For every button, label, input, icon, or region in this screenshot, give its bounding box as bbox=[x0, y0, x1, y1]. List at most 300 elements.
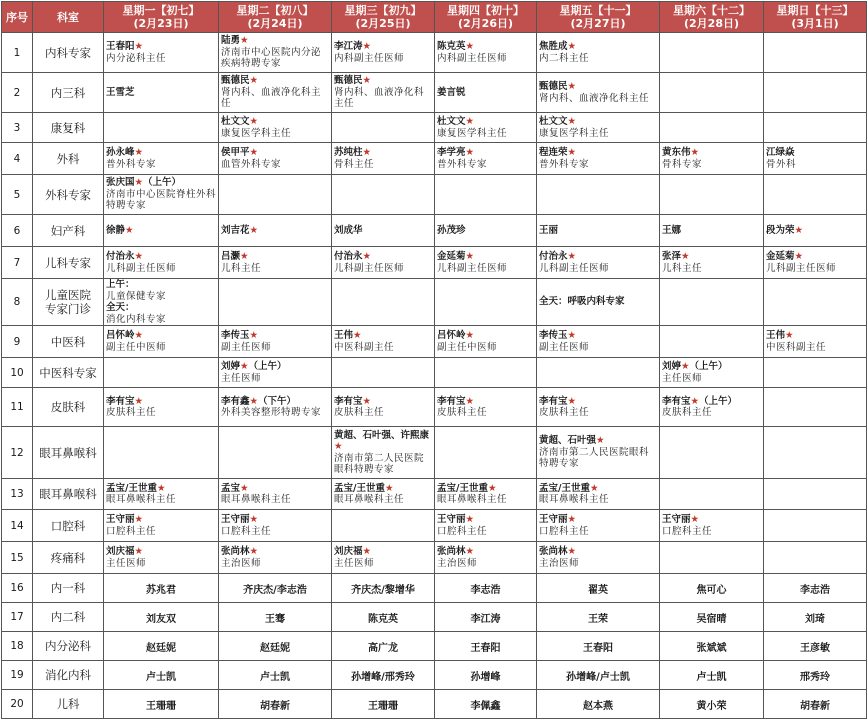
doctor-title: 血管外科专家 bbox=[221, 158, 282, 170]
expert-star-icon: ★ bbox=[134, 395, 144, 407]
doctor-name: 刘庆福 bbox=[334, 546, 363, 557]
schedule-cell: 赵廷妮 bbox=[219, 632, 332, 661]
department-name: 消化内科 bbox=[45, 668, 91, 682]
header-date: (2月27日) bbox=[570, 17, 626, 30]
expert-star-icon: ★ bbox=[690, 514, 700, 525]
schedule-cell bbox=[660, 175, 764, 215]
schedule-cell bbox=[435, 143, 537, 175]
doctor-line bbox=[334, 483, 432, 495]
doctor-title: 普外科专家 bbox=[437, 158, 488, 170]
schedule-cell bbox=[219, 33, 332, 73]
expert-star-icon: ★ bbox=[681, 251, 690, 262]
table-row bbox=[2, 479, 867, 510]
schedule-cell: 王彦敏 bbox=[764, 632, 867, 661]
header-label: 星期日【十三】 bbox=[776, 4, 854, 17]
schedule-cell bbox=[435, 542, 537, 574]
schedule-cell bbox=[219, 388, 332, 427]
doctor-name: 刘成华 bbox=[334, 224, 363, 236]
doctor-name: 王春阳 bbox=[106, 41, 135, 52]
doctor-name: 张尚林 bbox=[221, 546, 250, 557]
doctor-line bbox=[539, 116, 657, 128]
schedule-cell bbox=[537, 542, 660, 574]
schedule-table bbox=[1, 1, 867, 719]
doctor-title: 肾内科、血液净化科主任 bbox=[221, 86, 322, 110]
doctor-title: 肾内科、血液净化科主任 bbox=[334, 86, 425, 110]
schedule-cell: 卢士凯 bbox=[104, 661, 219, 690]
doctor-title: 消化内科专家 bbox=[106, 313, 167, 325]
doctor-line bbox=[106, 87, 216, 99]
doctor-line bbox=[766, 251, 864, 263]
schedule-cell bbox=[764, 175, 867, 215]
row-number: 20 bbox=[2, 690, 33, 719]
schedule-cell bbox=[660, 510, 764, 542]
table-row bbox=[2, 603, 867, 632]
department-name: 内科专家 bbox=[45, 45, 91, 60]
doctor-line bbox=[221, 75, 329, 87]
schedule-cell bbox=[764, 427, 867, 479]
row-number: 2 bbox=[2, 73, 33, 113]
doctor-line bbox=[221, 147, 329, 159]
schedule-cell bbox=[660, 33, 764, 73]
department-name: 内三科 bbox=[50, 85, 86, 100]
schedule-cell: 赵本燕 bbox=[537, 690, 660, 719]
doctor-line bbox=[766, 225, 864, 237]
schedule-cell bbox=[332, 279, 435, 326]
expert-star-icon: ★ bbox=[362, 147, 372, 158]
doctor-line bbox=[334, 330, 432, 342]
doctor-line bbox=[539, 514, 657, 526]
doctor-name: 李有宝 bbox=[437, 395, 466, 407]
table-row bbox=[2, 358, 867, 388]
department-cell bbox=[33, 143, 104, 175]
schedule-cell: 孙增峰/卢士凯 bbox=[537, 661, 660, 690]
expert-star-icon: ★ bbox=[362, 75, 372, 87]
schedule-cell bbox=[764, 510, 867, 542]
row-number: 11 bbox=[2, 388, 33, 427]
schedule-cell bbox=[435, 358, 537, 388]
schedule-cell bbox=[435, 175, 537, 215]
schedule-cell bbox=[537, 358, 660, 388]
doctor-note: （上午） bbox=[699, 395, 738, 407]
doctor-line bbox=[106, 279, 216, 291]
schedule-cell: 焦可心 bbox=[660, 574, 764, 603]
expert-star-icon: ★ bbox=[596, 435, 605, 447]
table-row bbox=[2, 661, 867, 690]
expert-star-icon: ★ bbox=[240, 482, 249, 494]
expert-star-icon: ★ bbox=[465, 514, 475, 525]
department-cell bbox=[33, 388, 104, 427]
header-label: 星期六【十二】 bbox=[673, 4, 750, 17]
doctor-name: 孙永峰 bbox=[106, 147, 135, 158]
doctor-name: 孟宝/王世重 bbox=[437, 482, 488, 494]
header-date: (2月28日) bbox=[683, 17, 740, 30]
schedule-cell: 苏兆君 bbox=[104, 574, 219, 603]
doctor-title: 儿童保健专家 bbox=[106, 290, 167, 302]
table-row bbox=[2, 388, 867, 427]
expert-star-icon: ★ bbox=[240, 361, 249, 372]
doctor-name: 王雪芝 bbox=[106, 86, 135, 98]
department-name: 儿科 bbox=[56, 697, 80, 711]
table-row bbox=[2, 542, 867, 574]
table-row bbox=[2, 215, 867, 247]
expert-star-icon: ★ bbox=[567, 330, 577, 341]
schedule-cell bbox=[435, 73, 537, 113]
schedule-cell bbox=[104, 510, 219, 542]
doctor-title: 口腔科主任 bbox=[221, 525, 272, 537]
schedule-cell bbox=[332, 326, 435, 358]
department-cell bbox=[33, 632, 104, 661]
doctor-name: 王守丽 bbox=[106, 514, 135, 525]
doctor-name: 金延菊 bbox=[766, 251, 795, 262]
expert-star-icon: ★ bbox=[334, 441, 343, 452]
schedule-cell: 刘友双 bbox=[104, 603, 219, 632]
row-number: 9 bbox=[2, 326, 33, 358]
doctor-name: 刘婷 bbox=[662, 361, 682, 372]
doctor-name: 付治永 bbox=[106, 251, 135, 262]
expert-star-icon: ★ bbox=[249, 116, 259, 127]
doctor-line bbox=[539, 41, 657, 53]
doctor-name: 李传玉 bbox=[221, 330, 250, 341]
doctor-line bbox=[221, 330, 329, 342]
schedule-cell bbox=[332, 73, 435, 113]
schedule-cell bbox=[537, 143, 660, 175]
doctor-name: 李有宝 bbox=[539, 395, 568, 407]
row-number: 13 bbox=[2, 479, 33, 510]
doctor-name: 苏纯柱 bbox=[334, 147, 363, 158]
row-number: 18 bbox=[2, 632, 33, 661]
row-number: 7 bbox=[2, 247, 33, 279]
schedule-cell bbox=[332, 175, 435, 215]
doctor-name: 杜文文 bbox=[539, 116, 568, 127]
schedule-cell: 卢士凯 bbox=[219, 661, 332, 690]
doctor-name: 甄德民 bbox=[539, 81, 568, 92]
header-cell bbox=[435, 2, 537, 33]
row-number: 14 bbox=[2, 510, 33, 542]
doctor-title: 康复医学科主任 bbox=[221, 127, 292, 139]
department-name: 外科专家 bbox=[45, 187, 91, 202]
doctor-title: 眼耳鼻喉科主任 bbox=[437, 494, 508, 505]
schedule-cell bbox=[537, 326, 660, 358]
expert-star-icon: ★ bbox=[134, 514, 144, 525]
schedule-cell bbox=[435, 215, 537, 247]
schedule-cell bbox=[660, 479, 764, 510]
doctor-title: 济南市第二人民医院眼科特聘专家 bbox=[539, 446, 650, 470]
schedule-cell bbox=[764, 388, 867, 427]
doctor-name: 陈克英 bbox=[437, 41, 466, 52]
department-cell bbox=[33, 175, 104, 215]
doctor-name: 黄超、石叶强 bbox=[539, 435, 597, 447]
department-cell bbox=[33, 427, 104, 479]
doctor-title: 主治医师 bbox=[539, 557, 580, 569]
table-row bbox=[2, 33, 867, 73]
doctor-line bbox=[437, 225, 534, 237]
doctor-line bbox=[334, 430, 432, 453]
doctor-title: 康复医学科主任 bbox=[437, 127, 508, 139]
expert-star-icon: ★ bbox=[465, 395, 475, 407]
schedule-cell bbox=[104, 427, 219, 479]
schedule-cell bbox=[435, 33, 537, 73]
department-name: 外科 bbox=[56, 151, 80, 166]
doctor-name: 孟宝/王世重 bbox=[334, 482, 385, 494]
expert-star-icon: ★ bbox=[567, 116, 577, 127]
schedule-cell: 齐庆杰/黎增华 bbox=[332, 574, 435, 603]
expert-star-icon: ★ bbox=[249, 514, 259, 525]
row-number: 10 bbox=[2, 358, 33, 388]
doctor-line bbox=[106, 251, 216, 263]
doctor-line bbox=[106, 514, 216, 526]
doctor-title: 内分泌科主任 bbox=[106, 52, 167, 64]
doctor-title: 中医科副主任 bbox=[334, 341, 395, 353]
schedule-cell bbox=[332, 247, 435, 279]
schedule-cell bbox=[764, 279, 867, 326]
doctor-title: 内二科主任 bbox=[539, 52, 590, 64]
doctor-name: 全天： bbox=[106, 302, 135, 313]
expert-star-icon: ★ bbox=[567, 147, 577, 158]
doctor-line bbox=[539, 296, 657, 308]
schedule-cell bbox=[435, 326, 537, 358]
schedule-cell bbox=[660, 358, 764, 388]
doctor-title: 儿科主任 bbox=[221, 262, 262, 274]
doctor-title: 皮肤科主任 bbox=[662, 407, 713, 418]
doctor-title: 儿科副主任医师 bbox=[437, 262, 508, 274]
schedule-cell bbox=[764, 33, 867, 73]
doctor-name: 黄超、石叶强、许熙康 bbox=[334, 429, 430, 441]
schedule-cell: 孙增峰 bbox=[435, 661, 537, 690]
expert-star-icon: ★ bbox=[134, 330, 144, 341]
department-cell bbox=[33, 542, 104, 574]
doctor-line bbox=[662, 225, 761, 237]
doctor-line bbox=[766, 147, 864, 159]
doctor-title: 主治医师 bbox=[437, 557, 478, 569]
row-number: 6 bbox=[2, 215, 33, 247]
doctor-title: 主治医师 bbox=[221, 557, 262, 569]
doctor-name: 王守丽 bbox=[539, 514, 568, 525]
department-name: 皮肤科 bbox=[50, 400, 86, 414]
expert-star-icon: ★ bbox=[249, 147, 259, 158]
doctor-line bbox=[221, 251, 329, 263]
doctor-title: 中医科副主任 bbox=[766, 341, 827, 353]
doctor-line bbox=[334, 41, 432, 53]
doctor-line bbox=[437, 87, 534, 99]
schedule-cell bbox=[104, 279, 219, 326]
doctor-name: 陆勇 bbox=[221, 35, 241, 47]
schedule-cell bbox=[332, 33, 435, 73]
header-cell bbox=[332, 2, 435, 33]
schedule-cell bbox=[332, 479, 435, 510]
schedule-cell bbox=[219, 510, 332, 542]
doctor-line bbox=[334, 546, 432, 558]
doctor-title: 儿科副主任医师 bbox=[766, 262, 837, 274]
expert-star-icon: ★ bbox=[240, 35, 249, 47]
expert-star-icon: ★ bbox=[785, 330, 794, 341]
expert-star-icon: ★ bbox=[567, 514, 577, 525]
doctor-name: 王丽 bbox=[539, 224, 559, 236]
expert-star-icon: ★ bbox=[567, 41, 577, 52]
doctor-name: 王伟 bbox=[766, 330, 786, 341]
schedule-cell bbox=[435, 247, 537, 279]
doctor-note: （上午） bbox=[689, 361, 728, 372]
header-label: 星期二【初八】 bbox=[236, 4, 314, 17]
doctor-name: 李有宝 bbox=[334, 395, 363, 407]
schedule-cell: 刘琦 bbox=[764, 603, 867, 632]
doctor-name: 王伟 bbox=[334, 330, 354, 341]
expert-star-icon: ★ bbox=[249, 224, 259, 236]
doctor-line bbox=[221, 514, 329, 526]
doctor-title: 儿科主任 bbox=[662, 262, 703, 274]
header-label: 星期一【初七】 bbox=[122, 4, 200, 17]
table-row bbox=[2, 143, 867, 175]
expert-star-icon: ★ bbox=[465, 251, 475, 262]
schedule-cell bbox=[104, 358, 219, 388]
doctor-note: （下午） bbox=[258, 395, 297, 407]
doctor-line bbox=[539, 251, 657, 263]
expert-star-icon: ★ bbox=[134, 546, 144, 557]
doctor-line bbox=[106, 225, 216, 237]
doctor-title: 眼耳鼻喉科主任 bbox=[221, 494, 292, 505]
doctor-title: 儿科副主任医师 bbox=[334, 262, 405, 274]
department-cell bbox=[33, 479, 104, 510]
department-name: 内一科 bbox=[50, 581, 86, 595]
schedule-cell bbox=[435, 279, 537, 326]
doctor-title: 皮肤科主任 bbox=[334, 407, 385, 418]
schedule-cell bbox=[660, 73, 764, 113]
doctor-name: 孟宝/王世重 bbox=[539, 482, 590, 494]
doctor-line bbox=[437, 147, 534, 159]
schedule-cell bbox=[332, 510, 435, 542]
schedule-cell: 翟英 bbox=[537, 574, 660, 603]
doctor-name: 段为荣 bbox=[766, 224, 795, 236]
doctor-name: 刘婷 bbox=[221, 361, 241, 372]
doctor-name: 甄德民 bbox=[221, 75, 250, 87]
expert-star-icon: ★ bbox=[794, 251, 804, 262]
schedule-cell bbox=[660, 143, 764, 175]
doctor-name: 上午： bbox=[106, 279, 135, 290]
department-cell bbox=[33, 279, 104, 326]
schedule-cell bbox=[660, 542, 764, 574]
header-cell bbox=[764, 2, 867, 33]
doctor-line bbox=[766, 330, 864, 342]
department-name: 中医科专家 bbox=[39, 365, 97, 380]
header-cell bbox=[33, 2, 104, 33]
schedule-cell: 李志浩 bbox=[435, 574, 537, 603]
doctor-name: 张尚林 bbox=[539, 546, 568, 557]
schedule-cell bbox=[764, 215, 867, 247]
doctor-name: 吕灏 bbox=[221, 251, 241, 262]
row-number: 19 bbox=[2, 661, 33, 690]
doctor-name: 吕怀岭 bbox=[106, 330, 135, 341]
doctor-title: 副主任医师 bbox=[221, 341, 272, 353]
expert-star-icon: ★ bbox=[249, 546, 259, 557]
expert-star-icon: ★ bbox=[353, 330, 362, 341]
doctor-title: 口腔科主任 bbox=[662, 525, 713, 537]
department-name: 口腔科 bbox=[50, 518, 86, 533]
schedule-cell bbox=[219, 113, 332, 143]
doctor-name: 张泽 bbox=[662, 251, 682, 262]
doctor-line bbox=[106, 41, 216, 53]
doctor-note: 呼吸内科专家 bbox=[567, 296, 625, 308]
schedule-cell: 王珊珊 bbox=[104, 690, 219, 719]
expert-star-icon: ★ bbox=[465, 147, 475, 158]
expert-star-icon: ★ bbox=[794, 224, 804, 236]
expert-star-icon: ★ bbox=[690, 147, 700, 158]
doctor-name: 程连荣 bbox=[539, 147, 568, 158]
doctor-line bbox=[437, 514, 534, 526]
department-name: 康复科 bbox=[50, 120, 86, 135]
schedule-cell bbox=[104, 215, 219, 247]
doctor-line bbox=[221, 35, 329, 47]
header-date: (2月24日) bbox=[247, 17, 303, 30]
doctor-line bbox=[539, 225, 657, 237]
department-cell bbox=[33, 358, 104, 388]
table-row bbox=[2, 113, 867, 143]
schedule-cell bbox=[332, 143, 435, 175]
table-row bbox=[2, 690, 867, 719]
schedule-cell: 胡春新 bbox=[764, 690, 867, 719]
department-name: 疼痛科 bbox=[50, 550, 86, 565]
schedule-cell: 李江涛 bbox=[435, 603, 537, 632]
expert-star-icon: ★ bbox=[384, 482, 394, 494]
department-name: 儿科专家 bbox=[45, 255, 91, 270]
schedule-cell bbox=[104, 388, 219, 427]
department-name: 眼耳鼻喉科 bbox=[39, 487, 97, 501]
doctor-name: 孟宝 bbox=[221, 482, 241, 494]
expert-star-icon: ★ bbox=[249, 330, 259, 341]
doctor-name: 张尚林 bbox=[437, 546, 466, 557]
doctor-line bbox=[539, 330, 657, 342]
doctor-title: 内科副主任医师 bbox=[437, 52, 508, 64]
table-row bbox=[2, 326, 867, 358]
doctor-line bbox=[662, 251, 761, 263]
schedule-cell: 齐庆杰/李志浩 bbox=[219, 574, 332, 603]
doctor-name: 李有宝 bbox=[662, 395, 691, 407]
doctor-title: 儿科副主任医师 bbox=[539, 262, 610, 274]
schedule-cell bbox=[332, 358, 435, 388]
doctor-line bbox=[221, 546, 329, 558]
doctor-title: 主任医师 bbox=[221, 372, 262, 384]
schedule-cell bbox=[537, 247, 660, 279]
table-row bbox=[2, 632, 867, 661]
doctor-name: 徐静 bbox=[106, 224, 126, 236]
schedule-cell bbox=[104, 73, 219, 113]
schedule-cell bbox=[537, 427, 660, 479]
schedule-cell bbox=[537, 113, 660, 143]
department-cell bbox=[33, 326, 104, 358]
schedule-cell bbox=[219, 73, 332, 113]
doctor-line bbox=[106, 302, 216, 314]
doctor-line bbox=[437, 330, 534, 342]
header-label: 星期五【十一】 bbox=[559, 4, 637, 17]
expert-star-icon: ★ bbox=[125, 224, 134, 236]
schedule-cell bbox=[764, 326, 867, 358]
doctor-title: 骨科主任 bbox=[334, 158, 375, 170]
expert-star-icon: ★ bbox=[465, 330, 475, 341]
doctor-title: 济南市中心医院内分泌疾病特聘专家 bbox=[221, 46, 322, 70]
department-cell bbox=[33, 690, 104, 719]
doctor-line bbox=[662, 514, 761, 526]
header-cell bbox=[219, 2, 332, 33]
doctor-title: 主任医师 bbox=[334, 557, 375, 569]
schedule-cell: 胡春新 bbox=[219, 690, 332, 719]
schedule-cell bbox=[435, 510, 537, 542]
schedule-cell bbox=[537, 510, 660, 542]
doctor-title: 主任医师 bbox=[106, 557, 147, 569]
doctor-name: 甄德民 bbox=[334, 75, 363, 87]
doctor-name: 付治永 bbox=[334, 251, 363, 262]
doctor-title: 副主任中医师 bbox=[106, 341, 167, 353]
doctor-title: 骨外科 bbox=[766, 158, 797, 170]
department-cell bbox=[33, 247, 104, 279]
doctor-name: 吕怀岭 bbox=[437, 330, 466, 341]
